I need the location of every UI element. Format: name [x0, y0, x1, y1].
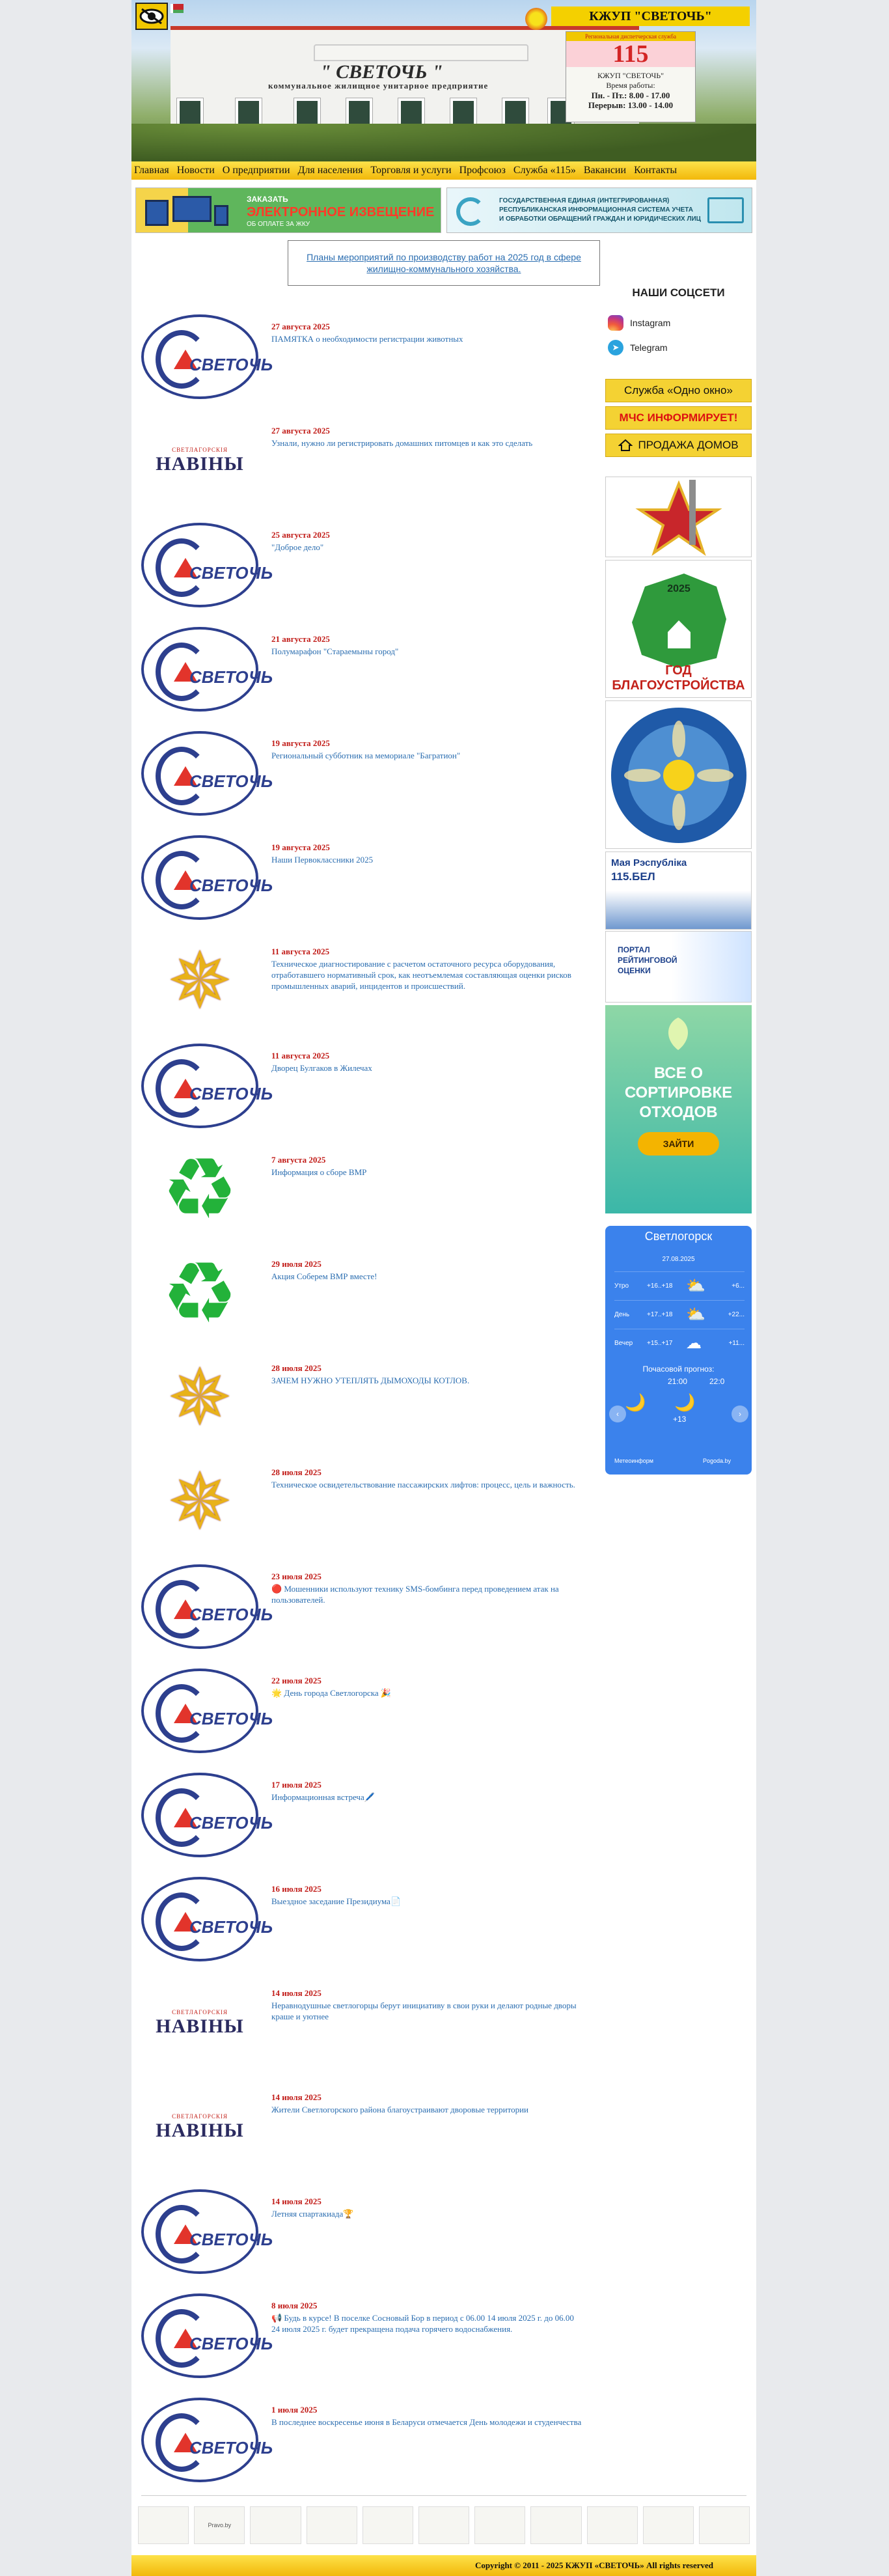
news-date: 7 августа 2025 [271, 1155, 326, 1165]
hour-temp: +13 [673, 1415, 687, 1424]
nav-vacancies[interactable]: Вакансии [583, 165, 627, 176]
logo-word: СВЕТОЧЬ [189, 876, 273, 895]
svetoch-logo-icon [141, 314, 273, 399]
logo-big: НАВІНЫ [156, 2015, 244, 2037]
waste-sorting-enter-button[interactable]: ЗАЙТИ [638, 1132, 719, 1156]
instagram-label: Instagram [630, 318, 671, 328]
nav-trade[interactable]: Торговля и услуги [370, 165, 452, 176]
plans-link[interactable]: Планы мероприятий по производству работ на 2025 год в сфере жилищно-коммунального хозяйства. [288, 240, 600, 286]
rating-portal-banner[interactable] [605, 931, 752, 1003]
rescue-star-icon: ✵ [167, 1355, 233, 1441]
rating-line: ОЦЕНКИ [618, 966, 651, 975]
partner-logo[interactable] [138, 2506, 189, 2544]
news-title-link[interactable]: ЗАЧЕМ НУЖНО УТЕПЛЯТЬ ДЫМОХОДЫ КОТЛОВ. [271, 1376, 470, 1385]
news-title-link[interactable]: ПАМЯТКА о необходимости регистрации животных [271, 334, 463, 344]
telegram-icon: ➤ [608, 340, 623, 355]
nav-population[interactable]: Для населения [297, 165, 363, 176]
svetoch-logo-icon [141, 1877, 273, 1961]
news-date: 14 июля 2025 [271, 2092, 321, 2102]
divider [141, 2495, 746, 2496]
recycle-icon: ♻ [161, 1143, 238, 1237]
hotline-label: Региональная диспетчерская служба [566, 32, 695, 41]
news-title-link[interactable]: Техническое освидетельствование пассажирских лифтов: процесс, цель и важность. [271, 1480, 575, 1489]
memorial-star-icon [606, 477, 752, 557]
rating-line: ПОРТАЛ [618, 945, 650, 954]
news-title-link[interactable]: Региональный субботник на мемориале "Багратион" [271, 751, 461, 760]
partner-logo[interactable] [699, 2506, 750, 2544]
navin-logo-icon [156, 2009, 243, 2038]
news-title-link[interactable]: Неравнодушные светлогорцы берут инициативу в свои руки и делают родные дворы краше и уютнее [271, 2001, 577, 2021]
footer: Copyright © 2011 - 2025 КЖУП «СВЕТОЧЬ» All rights reserved [131, 2555, 756, 2576]
navin-logo-icon [156, 447, 243, 475]
news-item [131, 1452, 587, 1556]
news-thumbnail[interactable] [138, 415, 262, 506]
logo-big: НАВІНЫ [156, 2120, 244, 2141]
year-of-improvement-banner[interactable] [605, 560, 752, 698]
moon-icon: 🌙 [674, 1392, 696, 1412]
weather-name: Вечер [614, 1340, 633, 1347]
news-item [131, 827, 587, 931]
svetoch-logo-icon [141, 2293, 273, 2378]
hour-time: 21:00 [668, 1377, 688, 1386]
news-item [131, 618, 587, 723]
news-date: 19 августа 2025 [271, 842, 330, 852]
svetoch-logo-icon [141, 835, 273, 920]
news-title-link[interactable]: Выездное заседание Президиума📄 [271, 1896, 402, 1906]
news-item [131, 1556, 587, 1660]
weather-date: 27.08.2025 [662, 1256, 695, 1263]
news-date: 27 августа 2025 [271, 426, 330, 436]
republic-115-banner[interactable] [605, 852, 752, 930]
news-date: 8 июля 2025 [271, 2301, 318, 2310]
news-thumbnail[interactable] [138, 936, 262, 1027]
building-subtitle: коммунальное жилищное унитарное предприятие [268, 81, 489, 90]
news-title-link[interactable]: Дворец Булгаков в Жилечах [271, 1063, 372, 1073]
news-thumbnail[interactable] [138, 311, 273, 402]
union-emblem-icon [606, 701, 752, 849]
house-icon [618, 439, 633, 452]
partner-logo[interactable] [362, 2506, 413, 2544]
news-thumbnail[interactable] [138, 1978, 262, 2069]
recycle-icon: ♻ [161, 1247, 238, 1341]
hotline-number[interactable]: 115 [566, 41, 695, 67]
news-thumbnail[interactable] [138, 1769, 273, 1861]
news-thumbnail[interactable] [138, 2394, 273, 2486]
system-logo-icon [456, 197, 485, 226]
prev-arrow-icon[interactable]: ‹ [609, 1406, 626, 1422]
news-thumbnail[interactable] [138, 624, 273, 715]
news-thumbnail[interactable] [138, 519, 273, 611]
news-date: 28 июля 2025 [271, 1363, 321, 1373]
hotline-card [566, 31, 696, 122]
weather-city: Светлогорск [644, 1230, 713, 1243]
news-item [131, 1139, 587, 1243]
weather-wind: +22... [728, 1311, 745, 1318]
news-title-link[interactable]: 📢 Будь в курсе! В поселке Сосновый Бор в период с 06.00 14 июля 2025 г. до 06.00 24 июля 2025 г. будет прекращена подача горячего водоснабжения. [271, 2313, 574, 2334]
building-roof [314, 44, 528, 61]
news-item [131, 410, 587, 514]
news-date: 28 июля 2025 [271, 1467, 321, 1477]
main-nav [131, 161, 756, 180]
news-date: 19 августа 2025 [271, 738, 330, 748]
logo-small: СВЕТЛАГОРСКІЯ [172, 447, 228, 453]
news-title-link[interactable]: Информационная встреча🖊️ [271, 1792, 375, 1802]
logo-word: СВЕТОЧЬ [189, 2438, 273, 2458]
partner-logos [138, 2506, 750, 2544]
accessibility-eye-button[interactable] [135, 3, 168, 30]
hours-label: Время работы: [606, 81, 655, 90]
news-item [131, 1973, 587, 2077]
working-hours: Пн. - Пт.: 8.00 - 17.00 [591, 90, 670, 100]
news-title-link[interactable]: "Доброе дело" [271, 542, 324, 552]
mchs-button[interactable]: МЧС ИНФОРМИРУЕТ! [605, 406, 752, 430]
news-title-link[interactable]: Информация о сборе ВМР [271, 1167, 367, 1177]
waste-sorting-text: ВСЕ О СОРТИРОВКЕ ОТХОДОВ [624, 1064, 733, 1121]
appeals-system-banner[interactable] [446, 187, 752, 233]
partner-logo[interactable] [643, 2506, 694, 2544]
hour-time: 22:0 [709, 1377, 725, 1386]
news-item [131, 1243, 587, 1348]
logo-word: СВЕТОЧЬ [189, 1605, 273, 1624]
news-date: 16 июля 2025 [271, 1884, 321, 1894]
news-date: 21 августа 2025 [271, 634, 330, 644]
break-hours: Перерыв: 13.00 - 14.00 [588, 100, 674, 110]
instagram-link[interactable] [608, 315, 670, 331]
news-item [131, 2389, 587, 2493]
news-thumbnail[interactable] [138, 1561, 273, 1652]
svetoch-logo-icon [141, 2189, 273, 2274]
news-item [131, 2181, 587, 2285]
news-thumbnail[interactable] [138, 1665, 273, 1756]
banner-line: ОБ ОПЛАТЕ ЗА ЖКУ [247, 221, 310, 228]
rescue-star-icon: ✵ [167, 1459, 233, 1545]
svetoch-logo-icon [141, 523, 273, 607]
partner-logo[interactable]: Pravo.by [194, 2506, 245, 2544]
moon-icon: 🌙 [625, 1392, 646, 1412]
news-title-link[interactable]: Акция Соберем ВМР вместе! [271, 1271, 377, 1281]
weather-wind: +6... [732, 1282, 745, 1290]
news-title-link[interactable]: 🔴 Мошенники используют технику SMS-бомбинга перед проведением атак на пользователей. [271, 1584, 559, 1605]
logo-word: СВЕТОЧЬ [189, 2230, 273, 2249]
news-item [131, 514, 587, 618]
news-thumbnail[interactable] [138, 2290, 273, 2381]
news-date: 17 июля 2025 [271, 1780, 321, 1790]
republic-title: Мая Рэспубліка [611, 857, 687, 868]
news-item [131, 1035, 587, 1139]
company-line: КЖУП "СВЕТОЧЬ" [597, 71, 664, 80]
year-text: 2025 [667, 583, 691, 594]
logo-big: НАВІНЫ [156, 453, 244, 475]
partner-logo[interactable] [250, 2506, 301, 2544]
telegram-label: Telegram [630, 342, 668, 353]
instagram-icon [608, 315, 623, 331]
partner-logo[interactable] [474, 2506, 525, 2544]
news-thumbnail[interactable] [138, 728, 273, 819]
news-item [131, 1764, 587, 1868]
eye-icon [139, 8, 164, 25]
partner-logo[interactable] [418, 2506, 469, 2544]
news-title-link[interactable]: Узнали, нужно ли регистрировать домашних питомцев и как это сделать [271, 438, 533, 448]
weather-brand[interactable]: Pogoda.by [703, 1458, 732, 1464]
logo-word: СВЕТОЧЬ [189, 1709, 273, 1728]
republic-site: 115.БЕЛ [611, 870, 655, 883]
devices-icon [141, 196, 232, 227]
sun-logo-icon [525, 8, 547, 30]
logo-word: СВЕТОЧЬ [189, 355, 273, 374]
logo-small: СВЕТЛАГОРСКІЯ [172, 2113, 228, 2120]
weather-widget [605, 1226, 752, 1475]
news-thumbnail[interactable] [138, 2186, 273, 2277]
next-arrow-icon[interactable]: › [732, 1406, 748, 1422]
house-sale-label: ПРОДАЖА ДОМОВ [638, 439, 739, 451]
building-name: " СВЕТОЧЬ " [320, 61, 443, 83]
logo-small: СВЕТЛАГОРСКІЯ [172, 2009, 228, 2015]
logo-word: СВЕТОЧЬ [189, 1917, 273, 1937]
svetoch-logo-icon [141, 1773, 273, 1857]
telegram-link[interactable] [608, 340, 668, 355]
logo-word: СВЕТОЧЬ [189, 771, 273, 791]
banner-line: И ОБРАБОТКИ ОБРАЩЕНИЙ ГРАЖДАН И ЮРИДИЧЕСКИХ ЛИЦ [499, 215, 701, 223]
news-thumbnail[interactable] [138, 1457, 262, 1548]
banner-line: ЗАКАЗАТЬ [247, 195, 288, 204]
nav-news[interactable]: Новости [176, 165, 215, 176]
news-title-link[interactable]: Жители Светлогорского района благоустраивают дворовые территории [271, 2105, 528, 2114]
e-notification-banner[interactable] [135, 187, 441, 233]
nav-home[interactable]: Главная [134, 165, 169, 176]
logo-word: СВЕТОЧЬ [189, 1813, 273, 1833]
weather-row [614, 1271, 745, 1300]
banner-line: РЕСПУБЛИКАНСКАЯ ИНФОРМАЦИОННАЯ СИСТЕМА УЧЕТА [499, 206, 693, 214]
news-date: 22 июля 2025 [271, 1676, 321, 1685]
news-item [131, 2077, 587, 2181]
news-date: 14 июля 2025 [271, 2196, 321, 2206]
news-title-link[interactable]: Летняя спартакиада🏆 [271, 2209, 354, 2219]
partner-logo[interactable] [587, 2506, 638, 2544]
logo-word: СВЕТОЧЬ [189, 667, 273, 687]
union-emblem-banner[interactable] [605, 700, 752, 849]
news-item [131, 1348, 587, 1452]
rescue-star-icon: ✵ [167, 938, 233, 1025]
svetoch-logo-icon [141, 731, 273, 816]
news-title-link[interactable]: В последнее воскресенье июня в Беларуси отмечается День молодежи и студенчества [271, 2417, 582, 2427]
partner-logo[interactable] [307, 2506, 357, 2544]
weather-temp: +16..+18 [647, 1282, 673, 1290]
news-item [131, 306, 587, 410]
news-item [131, 1868, 587, 1973]
hourly-label: Почасовой прогноз: [642, 1364, 715, 1374]
news-thumbnail[interactable] [138, 1874, 273, 1965]
news-date: 23 июля 2025 [271, 1572, 321, 1581]
svetoch-logo-icon [141, 1669, 273, 1753]
weather-name: День [614, 1311, 630, 1318]
news-item [131, 1660, 587, 1764]
nav-service-115[interactable]: Служба «115» [513, 165, 576, 176]
news-date: 25 августа 2025 [271, 530, 330, 540]
svetoch-logo-icon [141, 2398, 273, 2482]
weather-temp: +17..+18 [647, 1311, 673, 1318]
news-date: 11 августа 2025 [271, 1051, 330, 1060]
news-thumbnail[interactable] [138, 2082, 262, 2173]
weather-wind: +11... [728, 1340, 745, 1347]
news-date: 14 июля 2025 [271, 1988, 321, 1998]
weather-cloud-icon: ☁ [686, 1335, 702, 1352]
logo-word: СВЕТОЧЬ [189, 1084, 273, 1103]
leaf-icon [662, 1014, 694, 1053]
weather-row [614, 1329, 745, 1357]
news-date: 1 июля 2025 [271, 2405, 318, 2415]
memorial-star-banner[interactable] [605, 477, 752, 557]
news-title-link[interactable]: Наши Первоклассники 2025 [271, 855, 374, 865]
news-item [131, 931, 587, 1035]
news-thumbnail[interactable] [138, 1249, 262, 1340]
news-thumbnail[interactable] [138, 1144, 262, 1236]
news-title-link[interactable]: 🌟 День города Светлогорска 🎉 [271, 1688, 392, 1698]
news-date: 29 июля 2025 [271, 1259, 321, 1269]
monitor-icon [707, 197, 744, 223]
contact-infobox [525, 7, 750, 120]
rating-line: РЕЙТИНГОВОЙ [618, 956, 677, 965]
header-banner [131, 0, 756, 161]
site-title: КЖУП "СВЕТОЧЬ" [551, 7, 750, 26]
news-date: 11 августа 2025 [271, 947, 330, 956]
news-thumbnail[interactable] [138, 1353, 262, 1444]
svetoch-logo-icon [141, 627, 273, 712]
banner-headline: ЭЛЕКТРОННОЕ ИЗВЕЩЕНИЕ [247, 205, 435, 219]
weather-brand[interactable]: Метеоинформ [614, 1458, 653, 1464]
weather-row [614, 1300, 745, 1329]
one-window-button[interactable]: Служба «Одно окно» [605, 379, 752, 402]
partner-logo[interactable] [530, 2506, 581, 2544]
weather-temp: +15..+17 [647, 1340, 673, 1347]
belarus-map-icon [606, 561, 752, 678]
news-title-link[interactable]: Техническое диагностирование с расчетом остаточного ресурса оборудования, отработавшего нормативный срок, как неотъемлемая составляющая оценки рисков промышленных аварий, инцидентов и происшествий. [271, 959, 571, 991]
waste-sorting-banner[interactable] [605, 1005, 752, 1213]
nav-union[interactable]: Профсоюз [459, 165, 506, 176]
belarus-flag-icon [171, 4, 184, 13]
news-title-link[interactable]: Полумарафон "Стараемыны город" [271, 646, 399, 656]
weather-cloud-icon: ⛅ [686, 1306, 705, 1323]
news-item [131, 2285, 587, 2389]
page [131, 0, 756, 2576]
nav-about[interactable]: О предприятии [222, 165, 290, 176]
news-thumbnail[interactable] [138, 1040, 273, 1131]
logo-word: СВЕТОЧЬ [189, 563, 273, 583]
nav-contacts[interactable]: Контакты [634, 165, 677, 176]
news-date: 27 августа 2025 [271, 322, 330, 331]
shrubs [131, 124, 756, 161]
news-thumbnail[interactable] [138, 832, 273, 923]
news-item [131, 723, 587, 827]
banner-line: ГОСУДАРСТВЕННАЯ ЕДИНАЯ (ИНТЕГРИРОВАННАЯ) [499, 197, 670, 204]
navin-logo-icon [156, 2113, 243, 2142]
svetoch-logo-icon [141, 1564, 273, 1649]
svetoch-logo-icon [141, 1044, 273, 1128]
weather-name: Утро [614, 1282, 629, 1290]
logo-word: СВЕТОЧЬ [189, 2334, 273, 2353]
weather-cloud-icon: ⛅ [686, 1277, 705, 1295]
year-of-improvement-label: ГОД БЛАГОУСТРОЙСТВА [612, 663, 745, 693]
social-heading: НАШИ СОЦСЕТИ [632, 286, 725, 299]
house-sale-button[interactable] [605, 434, 752, 457]
